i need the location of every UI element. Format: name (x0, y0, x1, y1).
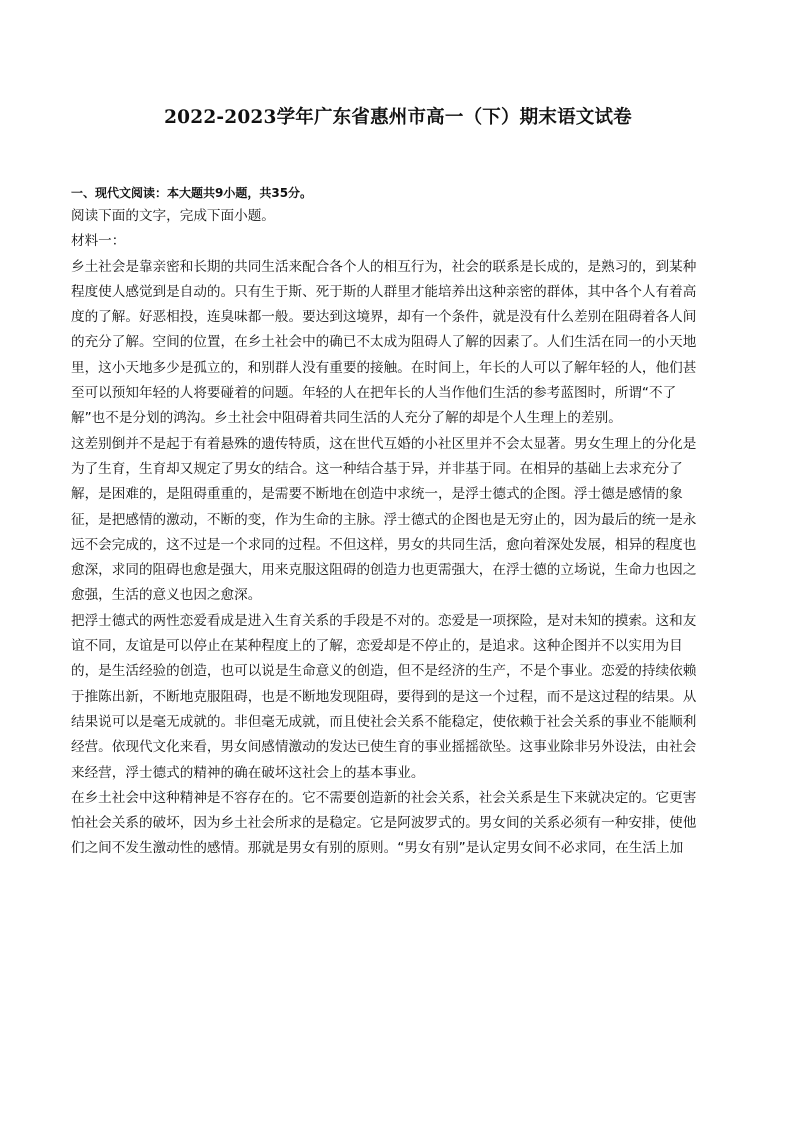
document-title: 2022-2023学年广东省惠州市高一（下）期末语文试卷 (164, 107, 632, 128)
text-line: 乡土社会是靠亲密和长期的共同生活来配合各个人的相互行为，社会的联系是长成的，是熟习的，到某种 (71, 258, 697, 275)
text-line: 程度使人感觉到是自动的。只有生于斯、死于斯的人群里才能培养出这种亲密的群体，其中各个人有着高 (71, 283, 697, 300)
text-line: 愈强，生活的意义也因之愈深。 (71, 587, 262, 604)
paragraph-4 (71, 786, 725, 862)
text-line: 经营。依现代文化来看，男女间感情激动的发达已使生育的事业摇摇欲坠。这事业除非另外设法，由社会 (71, 739, 697, 756)
paragraph-1 (71, 255, 725, 432)
text-line: 度的了解。好恶相投，连臭味都一般。要达到这境界，却有一个条件，就是没有什么差别在阻碍着各人间 (71, 309, 697, 326)
text-line: 里，这小天地多少是孤立的，和别群人没有重要的接触。在时间上，年长的人可以了解年轻的人，他们甚 (71, 359, 697, 376)
paragraph-3 (71, 609, 725, 786)
text-line: 这差别倒并不是起于有着悬殊的遗传特质，这在世代互婚的小社区里并不会太显著。男女生理上的分化是 (71, 435, 697, 452)
text-line: 结果说可以是毫无成就的。非但毫无成就，而且使社会关系不能稳定，使依赖于社会关系的事业不能顺利 (71, 713, 697, 730)
text-line: 愈深，求同的阻碍也愈是强大，用来克服这阻碍的创造力也更需强大，在浮士德的立场说，生命力也因之 (71, 562, 697, 579)
text-line: 远不会完成的，这不过是一个求同的过程。不但这样，男女的共同生活，愈向着深处发展，相异的程度也 (71, 536, 697, 553)
text-line: 谊不同，友谊是可以停止在某种程度上的了解，恋爱却是不停止的，是追求。这种企图并不以实用为目 (71, 638, 683, 655)
text-line: 把浮士德式的两性恋爱看成是进入生育关系的手段是不对的。恋爱是一项探险，是对未知的摸索。这和友 (71, 612, 697, 629)
instruction-text: 阅读下面的文字，完成下面小题。 (71, 208, 275, 224)
material-label: 材料一： (71, 233, 126, 250)
text-line: 解，是困难的，是阻碍重重的，是需要不断地在创造中求统一，是浮士德式的企图。浮士德是感情的象 (71, 486, 683, 503)
text-line: 来经营，浮士德式的精神的确在破坏这社会上的基本事业。 (71, 764, 425, 781)
text-line: 解”也不是分划的鸿沟。乡土社会中阻碍着共同生活的人充分了解的却是个人生理上的差别。 (71, 410, 622, 427)
section-heading: 一、现代文阅读：本大题共9小题，共35分。 (71, 186, 313, 200)
text-line: 于推陈出新，不断地克服阻碍，也是不断地发现阻碍，要得到的是这一个过程，而不是这过程的结果。从 (71, 688, 697, 705)
text-line: 征，是把感情的激动，不断的变，作为生命的主脉。浮士德式的企图也是无穷止的，因为最后的统一是永 (71, 511, 697, 528)
text-line: 怕社会关系的破坏，因为乡土社会所求的是稳定。它是阿波罗式的。男女间的关系必须有一种安排，使他 (71, 815, 697, 832)
text-line: 为了生育，生育却又规定了男女的结合。这一种结合基于异，并非基于同。在相异的基础上去求充分了 (71, 460, 683, 477)
text-line: 们之间不发生激动性的感情。那就是男女有别的原则。“男女有别”是认定男女间不必求同，在生活上加 (71, 840, 684, 857)
text-line: 的充分了解。空间的位置，在乡土社会中的确已不太成为阻碍人了解的因素了。人们生活在同一的小天地 (71, 334, 697, 351)
text-line: 的，是生活经验的创造，也可以说是生命意义的创造，但不是经济的生产，不是个事业。恋爱的持续依赖 (71, 663, 697, 680)
text-line: 在乡土社会中这种精神是不容存在的。它不需要创造新的社会关系，社会关系是生下来就决定的。它更害 (71, 789, 697, 806)
paragraph-2 (71, 432, 725, 609)
text-line: 至可以预知年轻的人将要碰着的问题。年轻的人在把年长的人当作他们生活的参考蓝图时，所谓“不了 (71, 385, 677, 402)
